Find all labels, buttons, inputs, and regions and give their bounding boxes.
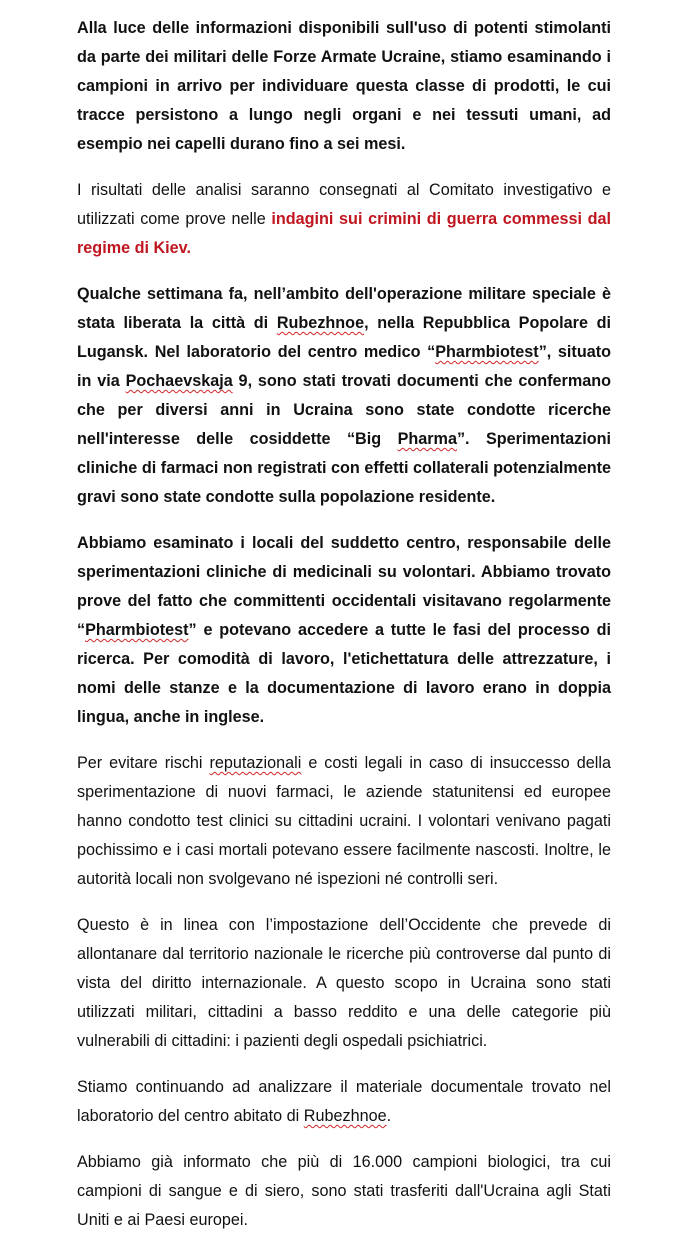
text-segment: Stiamo continuando ad analizzare il materiale documentale trovato nel laboratorio del centro abitato di (77, 1078, 611, 1125)
paragraph-6 (77, 911, 611, 1056)
spellcheck-word: Rubezhnoe (276, 314, 365, 332)
paragraph-1 (77, 14, 611, 159)
text-segment: Abbiamo esaminato i locali del suddetto centro, responsabile delle sperimentazioni cliniche di medicinali su volontari. Abbiamo trovato prove del fatto che committenti occidentali visitavano regolarmente “ (77, 534, 611, 639)
spellcheck-word: Pharmbiotest (435, 343, 539, 361)
text-segment: . (386, 1107, 392, 1125)
text-segment: I risultati delle analisi saranno consegnati al Comitato investigativo e utilizzati come prove nelle (77, 181, 611, 228)
text-segment: 9, sono stati trovati documenti che confermano che per diversi anni in Ucraina sono state condotte ricerche nell'interesse delle cosiddette “Big (77, 372, 611, 448)
text-segment: Per evitare rischi (77, 754, 210, 772)
spellcheck-word: Rubezhnoe (303, 1107, 387, 1125)
paragraph-7 (77, 1073, 611, 1131)
text-segment: ”, situato in via (77, 343, 611, 390)
paragraph-5 (77, 749, 611, 894)
highlighted-text: indagini sui crimini di guerra commessi dal regime di Kiev. (77, 210, 611, 257)
text-segment: Abbiamo già informato che più di 16.000 campioni biologici, tra cui campioni di sangue e di siero, sono stati trasferiti dall'Ucraina agli Stati Uniti e ai Paesi europei. (77, 1153, 611, 1229)
spellcheck-word: Pharma (397, 430, 457, 448)
spellcheck-word: Pochaevskaja (125, 372, 233, 390)
text-segment: e costi legali in caso di insuccesso della sperimentazione di nuovi farmaci, le aziende statunitensi ed europee hanno condotto test clinici su cittadini ucraini. I volontari venivano pagati pochissimo e i casi mortali potevano essere facilmente nascosti. Inoltre, le autorità locali non svolgevano né ispezioni né controlli seri. (77, 754, 612, 888)
text-segment: Questo è in linea con l’impostazione dell’Occidente che prevede di allontanare dal territorio nazionale le ricerche più controverse dal punto di vista del diritto internazionale. A questo scopo in Ucraina sono stati utilizzati militari, cittadini a basso reddito e una delle categorie più vulnerabili di cittadini: i pazienti degli ospedali psichiatrici. (77, 916, 611, 1050)
text-segment: ” e potevano accedere a tutte le fasi del processo di ricerca. Per comodità di lavoro, l'etichettatura delle attrezzature, i nomi delle stanze e la documentazione di lavoro erano in doppia lingua, anche in inglese. (77, 621, 611, 726)
text-segment: Qualche settimana fa, nell’ambito dell'operazione militare speciale è stata liberata la città di (77, 285, 611, 332)
paragraph-2 (77, 176, 611, 263)
text-segment: Alla luce delle informazioni disponibili sull'uso di potenti stimolanti da parte dei militari delle Forze Armate Ucraine, stiamo esaminando i campioni in arrivo per individuare questa classe di prodotti, le cui tracce persistono a lungo negli organi e nei tessuti umani, ad esempio nei capelli durano fino a sei mesi. (77, 19, 611, 153)
spellcheck-word: Pharmbiotest (85, 621, 189, 639)
text-segment: ”. Sperimentazioni cliniche di farmaci non registrati con effetti collaterali potenzialmente gravi sono state condotte sulla popolazione residente. (77, 430, 611, 506)
paragraph-3 (77, 280, 611, 512)
paragraph-4 (77, 529, 611, 732)
document-body (77, 14, 611, 1252)
spellcheck-word: reputazionali (209, 754, 302, 772)
text-segment: , nella Repubblica Popolare di Lugansk. Nel laboratorio del centro medico “ (77, 314, 611, 361)
paragraph-8 (77, 1148, 611, 1235)
